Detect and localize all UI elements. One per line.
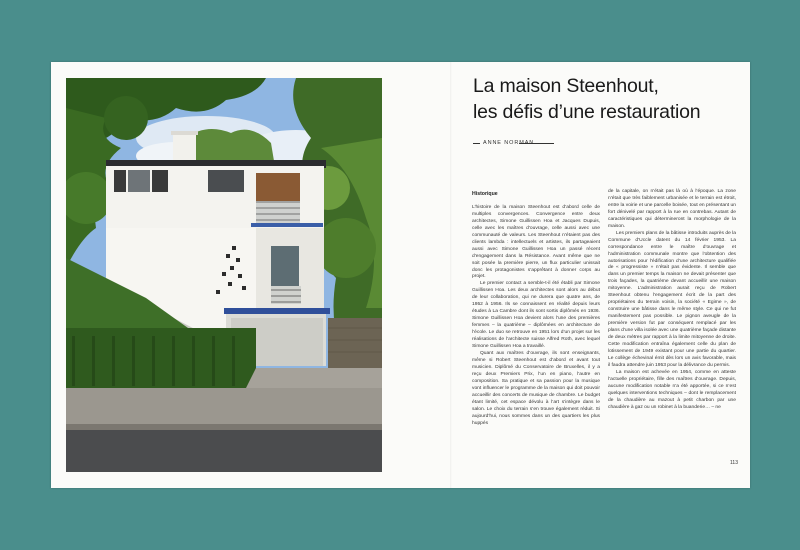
- author-rule-left: [473, 143, 480, 144]
- paragraph: Le premier contact a semble-t-il été établi par Simone Guillissen Hoa. Les deux architectes sont alors au début de leur collaboration, qui ne durera que quatre ans, de 1952 à 1956. Ils se connaissent en réalité depuis leurs études à La Cambre dont ils sont sortis diplômés en 1936. Simone Guillissen Hoa devient alors l’une des premières femmes – la quatrième – diplômées en architecture de l’école. Le duo se retrouve en 1951 lors d’un projet sur les réalisations de l’architecte suisse Alfred Roth, avec lequel Simone Guillissen Hoa a travaillé.: [472, 281, 600, 350]
- paragraph: Quant aux maîtres d’ouvrage, ils sont enseignants, même si Robert Steenhout est d’abord et avant tout musicien. Diplômé du Conservatoire de Bruxelles, il y a reçu deux Premiers Prix, l’un en piano, l’autre en composition. Sa pratique et sa passion pour la musique vont influencer le programme de la maison qui doit pouvoir accueillir des concerts de musique de chambre. Le budget étant limité, cet espace dévolu à l’art s’intègre dans le salon. Le choix du terrain s’en trouve également réduit. Si aujourd’hui, nous sommes dans un des quartiers les plus huppés: [472, 350, 600, 426]
- section-heading: Historique: [472, 191, 498, 197]
- title-line-1: La maison Steenhout,: [473, 75, 659, 97]
- paragraph: La maison est achevée en 1954, comme en atteste l’actuelle propriétaire, fille des maîtres d’ouvrage. Depuis, aucune modification notable n’a été apportée, si ce n’est quelques interventions techniques – dont le remplacement de la chaudière au mazout à petit charbon par une chaudière à gaz ou un robinet à la buanderie… – ne: [608, 369, 736, 410]
- house-photograph: [66, 78, 382, 472]
- page-gutter: [450, 62, 452, 488]
- author-name: ANNE NORMAN: [483, 140, 535, 146]
- paragraph: de la capitale, on n’était pas là où à l’époque. La zone n’était que très faiblement urbanisée et le terrain est étroit, entre la voirie et une parcelle boisée, tout en présentant un fort dénivelé par rapport à la rue en contrebas. Autant de caractéristiques qui détermineront la morphologie de la maison.: [608, 189, 736, 229]
- article-title: [473, 73, 743, 125]
- page-number: 113: [730, 460, 738, 466]
- author-rule-right: [519, 143, 554, 144]
- text-column-2: [608, 189, 736, 412]
- book-spread: [51, 62, 750, 488]
- title-line-2: les défis d’une restauration: [473, 101, 701, 123]
- paragraph: L’histoire de la maison Steenhout est d’abord celle de multiples convergences. Convergence entre deux architectes, Simone Guillissen Hoa et Jacques Dupuis, celle avec les maîtres d’ouvrage, celle aussi avec une communauté de valeurs. Les Steenhout n’étaient pas des clients lambda : intellectuels et artistes, ils partageaient aussi avec Simone Guillissen Hoa un passé récent d’engagement dans la Résistance. Avant même que ne soit posée la première pierre, un flux particulier unissait donc les protagonistes s’apprêtant à donner corps au projet.: [472, 204, 600, 280]
- paragraph: Les premiers plans de la bâtisse introduits auprès de la Commune d’Uccle datent du 14 février 1953. La correspondance entre le maître d’ouvrage et l’administration communale montre que l’obtention des autorisations pour l’édification d’une architecture qualifiée de « progressiste » n’était pas évidente. Il semble que dans un premier temps la maison ne devait présenter que trois façades, la quatrième devant accueillir une maison mitoyenne. L’administration aurait reçu de Robert Steenhout obtenu l’engagement écrit de la part des propriétaires du terrain voisin, la société « Egime », de construire une bâtisse dans le même style. Ce qui ne fut manifestement pas possible. Le pignon aveugle de la première version fut par conséquent remplacé par les plans d’une villa isolée avec une quatrième façade distante de deux mètres par rapport à la limite mitoyenne de droite. Cette modification entraîna également celle du plan de lotissement de 1949 existant pour une partie du quartier. Le collège échevinal émit dès lors un avis favorable, mais il faudra attendre juin 1953 pour la délivrance du permis.: [608, 230, 736, 368]
- text-column-1: [472, 191, 600, 427]
